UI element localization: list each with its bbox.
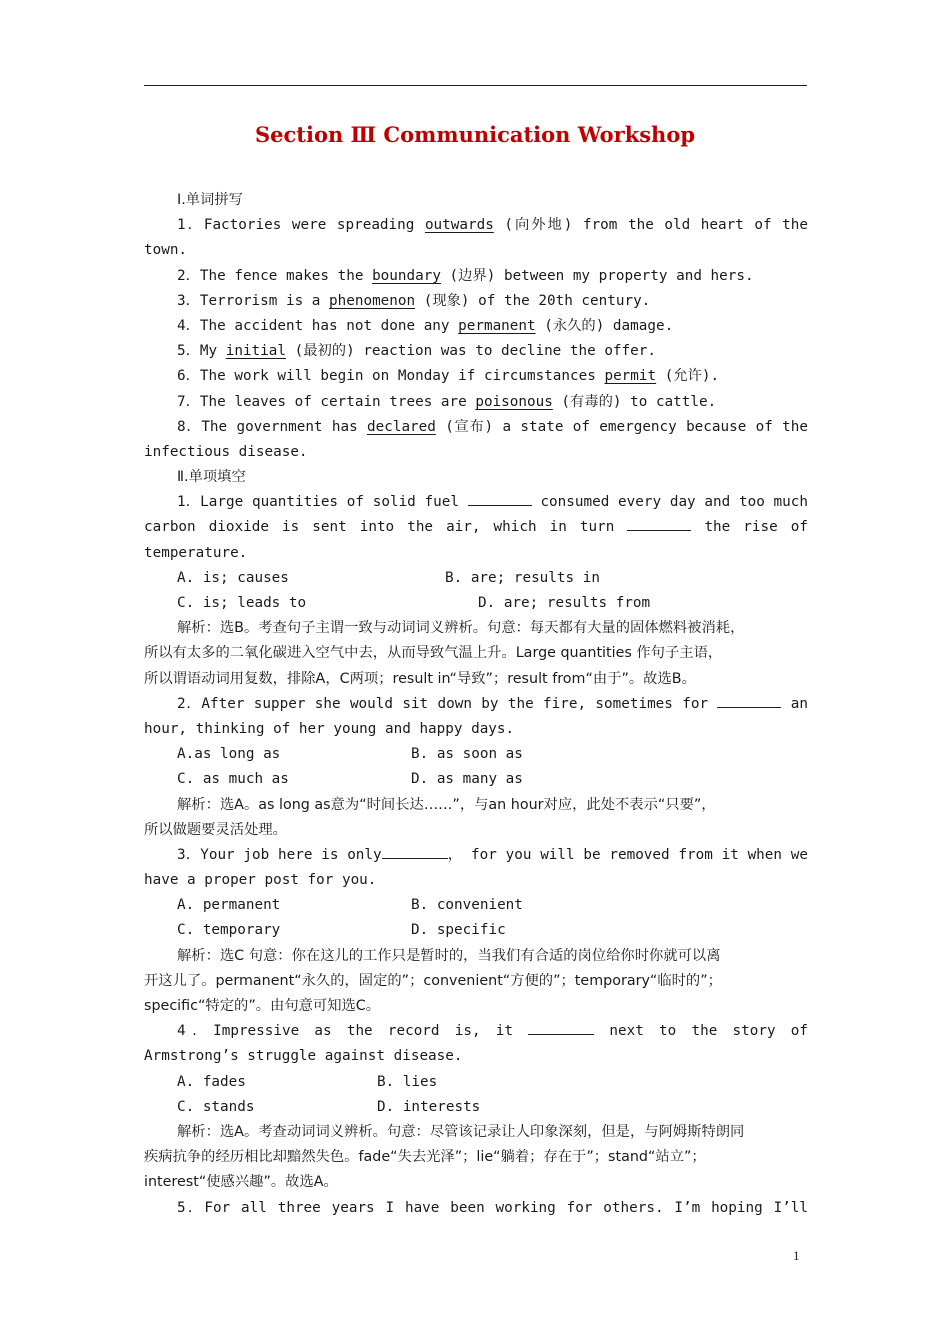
question-4 [144,1019,808,1195]
answer-blank [468,491,532,506]
option-c: C. is; leads to [177,595,307,611]
text-segment: ， for you will be removed from it when we [447,846,808,863]
text-segment: (允许). [656,368,720,385]
text-line [144,591,808,616]
text-line [144,918,808,943]
explanation: 解析：选A。as long as意为“时间长达……”，与an hour对应，此处不表示“只要”， [177,796,716,813]
answer-word: outwards [424,217,494,234]
text-segment: 3．Your job here is only [177,846,382,863]
option-a: A. fades [177,1073,246,1090]
option-a: A. permanent [177,897,281,914]
text-segment: next to the story of [594,1023,808,1040]
text-segment: 3．Terrorism is a [177,292,330,309]
answer-word: phenomenon [329,292,416,309]
question-2 [144,692,808,843]
answer-word: initial [225,343,286,360]
text-line: have a proper post for you. [144,872,377,889]
vocab-item-2 [144,264,808,289]
answer-blank [382,844,448,859]
question-1 [144,490,808,692]
option-d: D. are; results from [478,595,651,611]
section-heading-2: Ⅱ.单项填空 [177,469,246,486]
text-segment: 1．Large quantities of solid fuel [177,494,468,511]
text-line [144,415,808,440]
text-segment: (向外地) from the old heart of the [493,217,809,234]
option-b: B. as soon as [411,746,523,763]
text-line [144,742,808,767]
text-segment: (最初的) reaction was to decline the offer. [286,343,656,360]
option-a: A.as long as [177,746,281,763]
page-number: 1 [793,1248,800,1263]
vocab-item-8 [144,415,808,465]
document-body [144,188,808,1221]
option-d: D. interests [377,1098,481,1115]
text-line: 所以有太多的二氧化碳进入空气中去，从而导致气温上升。Large quantities 作句子主语， [144,645,723,662]
vocab-item-1 [144,213,808,263]
text-line [144,490,808,515]
text-line: specific“特定的”。由句意可知选C。 [144,998,381,1014]
text-line [144,213,808,238]
text-segment: (永久的) damage. [535,317,674,334]
text-line [144,843,808,868]
text-segment: (现象) of the 20th century. [415,292,651,309]
answer-word: poisonous [475,393,553,410]
option-c: C. temporary [177,922,281,939]
text-line: interest“使感兴趣”。故选A。 [144,1174,338,1191]
text-segment: 2．After supper she would sit down by the fire, sometimes for [177,695,718,712]
text-segment: 4．Impressive as the record is, it [177,1023,529,1040]
text-line: 所以做题要灵活处理。 [144,821,287,838]
text-segment: the rise of [691,519,808,536]
text-segment: 6．The work will begin on Monday if circumstances [177,368,605,385]
page-title: Section Ⅲ Communication Workshop [254,122,696,147]
option-c: C. stands [177,1098,255,1115]
text-segment: carbon dioxide is sent into the air, which in turn [144,519,628,536]
text-line [144,767,808,792]
option-c: C. as much as [177,771,289,788]
option-d: D. specific [411,922,506,939]
text-line [144,1095,808,1120]
text-segment: 7．The leaves of certain trees are [177,393,476,410]
text-line: 所以谓语动词用复数，排除A，C两项；result in“导致”；result from“由于”。故选B。 [144,670,696,687]
question-5 [144,1196,808,1221]
text-line [144,515,808,540]
text-line: 疾病抗争的经历相比却黯然失色。fade“失去光泽”；lie“躺着；存在于”；stand“站立”； [144,1149,706,1166]
text-segment: (宣布) a state of emergency because of the [435,418,808,435]
explanation: 解析：选C 句意：你在这儿的工作只是暂时的，当我们有合适的岗位给你时你就可以离 [177,947,721,964]
answer-word: permanent [458,317,536,334]
text-line [144,692,808,717]
explanation: 解析：选B。考查句子主谓一致与动词词义辨析。句意：每天都有大量的固体燃料被消耗， [177,620,745,637]
text-segment: an [781,695,808,712]
option-b: B. lies [377,1073,438,1090]
option-b: B. are; results in [445,569,600,586]
vocab-item-4 [144,314,808,339]
text-line: 开这儿了。permanent“永久的，固定的”；convenient“方便的”；temporary“临时的”； [144,972,722,989]
section-heading-1: Ⅰ.单词拼写 [177,192,243,208]
text-segment: 4．The accident has not done any [177,317,459,334]
answer-word: declared [367,418,436,435]
text-line: Armstrong’s struggle against disease. [144,1048,463,1065]
option-d: D. as many as [411,771,523,788]
vocab-item-6 [144,364,808,389]
vocab-item-7 [144,390,808,415]
answer-word: permit [604,368,657,385]
vocab-item-3 [144,289,808,314]
answer-word: boundary [372,267,441,284]
option-a: A. is; causes [177,569,289,586]
top-rule [144,85,807,86]
answer-blank [528,1020,594,1035]
text-line: 5．For all three years I have been working for others. I’m hoping I’ll [177,1199,808,1216]
text-line: hour, thinking of her young and happy days. [144,720,515,737]
text-line [144,1070,808,1095]
text-segment: consumed every day and too much [531,494,808,511]
text-segment: (边界) between my property and hers. [440,267,754,284]
answer-blank [717,693,781,708]
text-line: town. [144,242,188,259]
text-segment: 1．Factories were spreading [177,217,425,234]
text-line [144,893,808,918]
text-line: infectious disease. [144,443,308,460]
text-segment: (有毒的) to cattle. [552,393,717,410]
answer-blank [627,516,691,531]
text-line: temperature. [144,544,248,561]
text-segment: 5．My [177,343,226,360]
question-3 [144,843,808,1019]
vocab-item-5 [144,339,808,364]
text-segment: 2．The fence makes the [177,267,373,284]
explanation: 解析：选A。考查动词词义辨析。句意：尽管该记录让人印象深刻，但是，与阿姆斯特朗同 [177,1123,745,1140]
option-b: B. convenient [411,897,523,914]
text-line [144,1019,808,1044]
text-segment: 8．The government has [177,418,368,435]
text-line [144,566,808,591]
